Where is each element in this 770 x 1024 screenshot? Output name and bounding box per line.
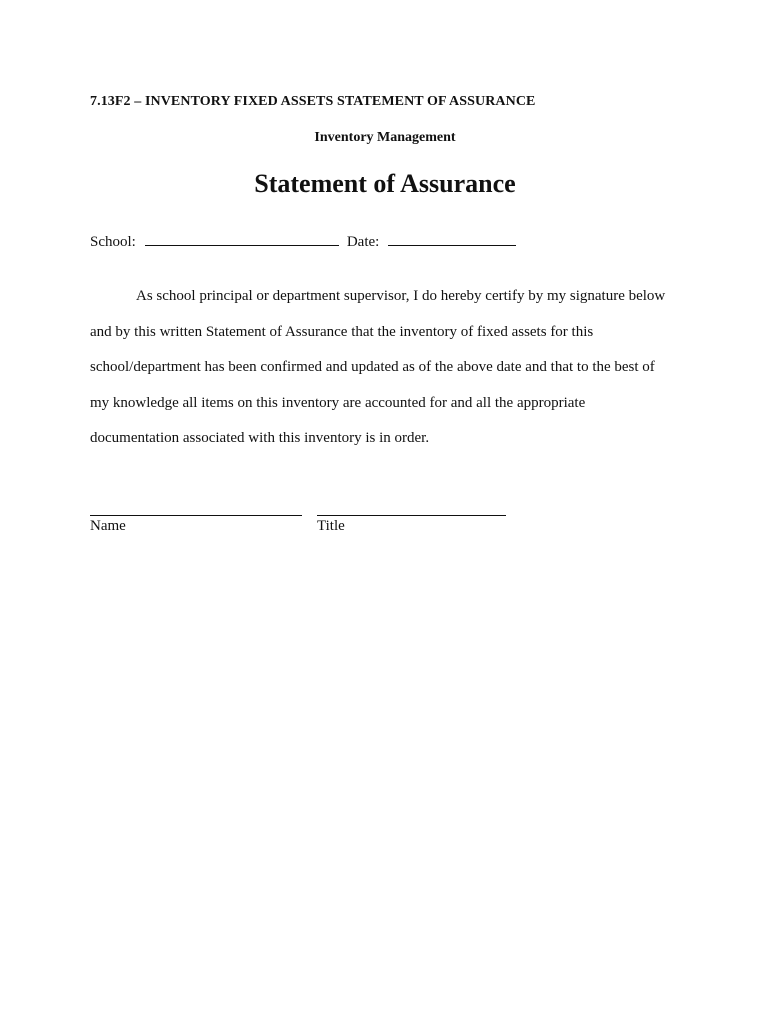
statement-line: school/department has been confirmed and updated as of the above date and that to the best of — [90, 359, 655, 375]
name-signature-field[interactable] — [90, 515, 302, 516]
date-field[interactable] — [388, 233, 516, 246]
school-field[interactable] — [145, 233, 339, 246]
school-label: School: — [90, 234, 136, 250]
title-label: Title — [317, 518, 345, 534]
statement-line: documentation associated with this inventory is in order. — [90, 430, 430, 446]
statement-line: my knowledge all items on this inventory are accounted for and all the appropriate — [90, 394, 586, 411]
school-date-row — [90, 233, 516, 251]
date-label: Date: — [346, 234, 380, 250]
assurance-statement — [90, 284, 690, 462]
name-label: Name — [90, 518, 126, 534]
document-subtitle: Inventory Management — [314, 130, 456, 145]
statement-line: As school principal or department supervisor, I do hereby certify by my signature below — [136, 288, 666, 304]
statement-line: and by this written Statement of Assurance that the inventory of fixed assets for this — [90, 323, 594, 340]
document-title: Statement of Assurance — [254, 169, 516, 198]
form-code-heading: 7.13F2 – INVENTORY FIXED ASSETS STATEMENT OF ASSURANCE — [90, 94, 536, 109]
title-signature-field[interactable] — [317, 515, 506, 516]
